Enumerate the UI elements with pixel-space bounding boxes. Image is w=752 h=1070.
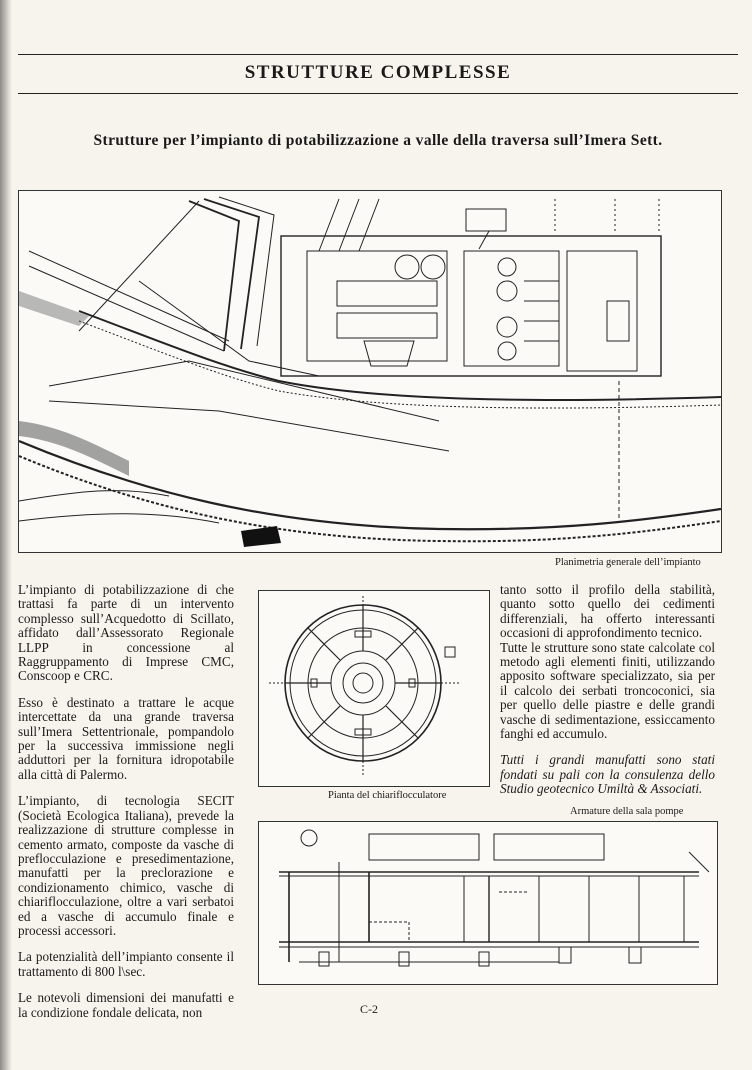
left-text-column <box>18 583 234 1032</box>
paragraph-foundations: Tutti i grandi manufatti sono stati fondati su pali con la consulenza dello Studio geotecnico Umiltà & Associati. <box>500 752 715 797</box>
right-text-column <box>500 583 715 809</box>
paragraph-purpose: Esso è destinato a trattare le acque intercettate da una grande traversa sull’Imera Settentrionale, pompandolo per la successiva immissione negli adduttori per la fornitura idropotabile alla città di Palermo. <box>18 694 234 782</box>
paragraph-intro: L’impianto di potabilizzazione di che trattasi fa parte di un intervento complesso sull’Acquedotto di Scillato, affidato dall’Assessorato Regionale LLPP in concessione al Raggruppamento di Imprese CMC, Conscoop e CRC. <box>18 582 234 684</box>
pump-room-caption: Armature della sala pompe <box>570 806 684 817</box>
page-number: C-2 <box>360 1002 378 1016</box>
site-plan-caption: Planimetria generale dell’impianto <box>555 557 701 568</box>
pump-room-drawing <box>259 822 717 984</box>
paragraph-technology: L’impianto, di tecnologia SECIT (Società Ecologica Italiana), prevede la realizzazione di strutture complesse in cemento armato, composte da vasche di preflocculazione e presedimentazione, manufatti per la preclorazione e condizionamento chimico, vasche di chiariflocculazione, oltre a vari serbatoi ed a vasche di accumulo finale e processi accessori. <box>18 793 234 938</box>
clarifier-drawing <box>259 591 489 786</box>
pump-room-figure <box>258 821 718 985</box>
top-rule <box>18 54 738 55</box>
site-plan-figure <box>18 190 722 553</box>
paragraph-capacity: La potenzialità dell’impianto consente il trattamento di 800 l\sec. <box>18 949 234 979</box>
paragraph-calculation: Tutte le strutture sono state calcolate col metodo agli elementi finiti, utilizzando apposito software specializzato, sia per il calcolo dei serbati troncoconici, sia per quello delle piastre e delle grandi vasche di sedimentazione, essiccamento fanghi ed accumulo. <box>500 639 715 742</box>
site-plan-drawing <box>19 191 721 552</box>
paragraph-stability: tanto sotto il profilo della stabilità, quanto sotto quello dei cedimenti differenziali, ha offerto interessanti occasioni di approfondimento tecnico. <box>500 582 715 641</box>
paragraph-dimensions: Le notevoli dimensioni dei manufatti e la condizione fondale delicata, non <box>18 990 234 1020</box>
page-subtitle: Strutture per l’impianto di potabilizzazione a valle della traversa sull’Imera Sett. <box>93 132 663 149</box>
section-title: STRUTTURE COMPLESSE <box>244 62 512 83</box>
page-binding-shadow <box>0 0 12 1070</box>
clarifier-figure <box>258 590 490 787</box>
header-bottom-rule <box>18 93 738 94</box>
clarifier-caption: Pianta del chiariflocculatore <box>328 790 447 801</box>
